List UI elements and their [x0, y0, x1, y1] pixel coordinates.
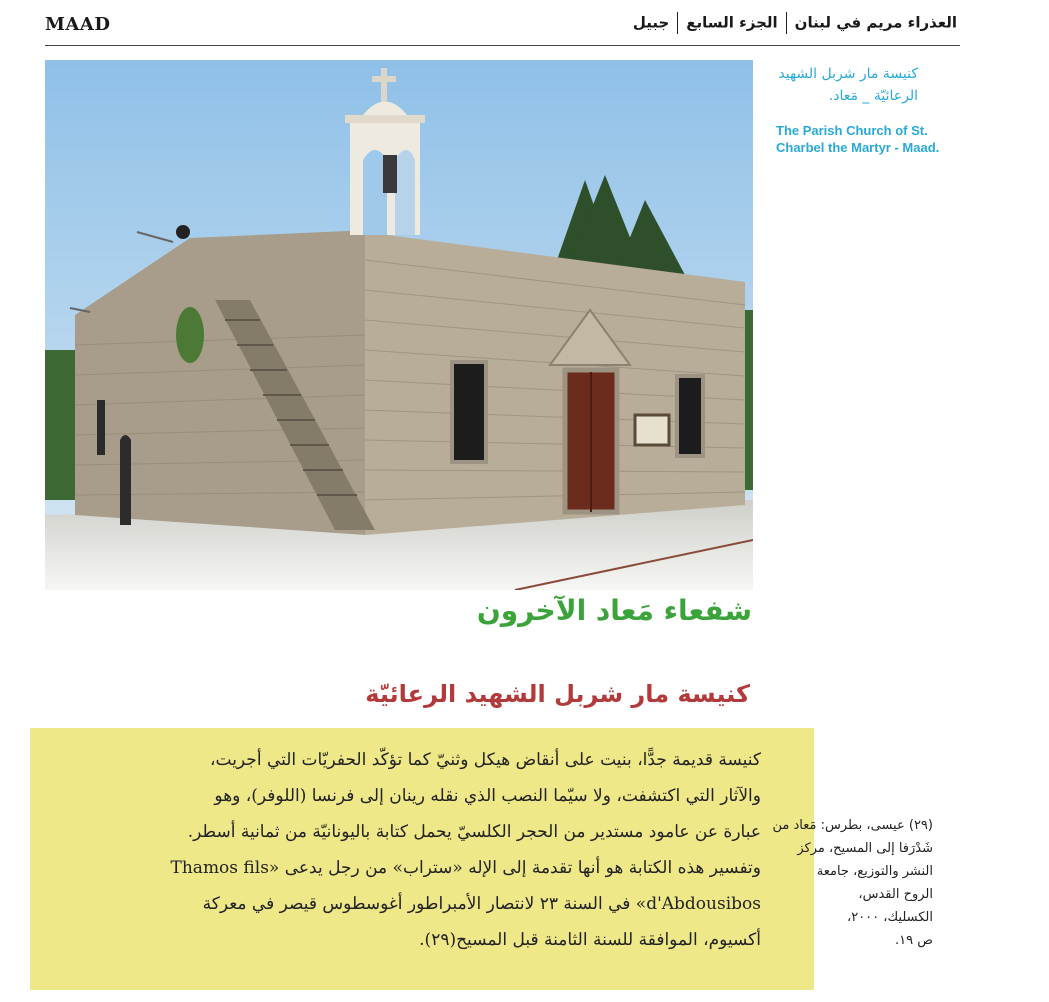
window [452, 362, 486, 462]
paragraph-line: أكسيوم، الموافقة للسنة الثامنة قبل المسيح(٢٩). [419, 930, 761, 950]
running-head-book: العذراء مريم في لبنان [794, 13, 957, 32]
running-head-region: جبيل [632, 13, 670, 32]
window [97, 400, 105, 455]
footnote-line: النشر والتوزيع، جامعة [816, 864, 933, 879]
church-photo [45, 60, 753, 590]
running-head [633, 12, 957, 34]
caption-line: The Parish Church of St. [776, 123, 928, 138]
paragraph-line: d'Abdousibos» في السنة ٢٣ لانتصار الأمبراطور أغوسطوس قيصر في معركة [202, 894, 761, 914]
running-head-volume: الجزء السابع [686, 13, 778, 32]
footnote-line: (٢٩) عيسى، بطرس: مَعاد من [772, 818, 933, 833]
footnote [772, 814, 933, 952]
paragraph-line: كنيسة قديمة جدًّا، بنيت على أنقاض هيكل وثنيّ كما تؤكّد الحفريّات التي أجريت، [210, 750, 761, 770]
photo-caption-arabic [770, 63, 918, 107]
caption-line: Charbel the Martyr - Maad. [776, 140, 940, 155]
bell [383, 155, 397, 193]
divider [786, 12, 787, 34]
footnote-line: الروح القدس، [858, 887, 933, 902]
notice-board [635, 415, 669, 445]
section-title: شفعاء مَعاد الآخرون [476, 594, 752, 627]
caption-line: الرعائيّة _ مَعاد. [828, 88, 918, 104]
footnote-line: الكسليك، ٢٠٠٠، [846, 910, 933, 925]
header-rule [45, 45, 960, 46]
brand-title: MAAD [45, 14, 111, 35]
photo-caption-english [776, 122, 956, 156]
window [677, 376, 703, 456]
paragraph-line: والآثار التي اكتشفت، ولا سيّما النصب الذي نقله رينان إلى فرنسا (اللوفر)، وهو [214, 786, 761, 806]
paragraph-line: وتفسير هذه الكتابة هو أنها تقدمة إلى الإله «ستراب» من رجل يدعى «Thamos fils [170, 858, 761, 878]
paragraph-line: عبارة عن عامود مستدير من الحجر الكلسيّ يحمل كتابة باليونانيّة من ثمانية أسطر. [187, 822, 761, 842]
subsection-title: كنيسة مار شربل الشهيد الرعائيّة [365, 680, 750, 708]
footnote-line: شَدْرَفا إلى المسيح، مركز [797, 841, 933, 856]
body-paragraph [46, 742, 761, 958]
divider [677, 12, 678, 34]
footnote-line: ص ١٩. [895, 933, 933, 948]
side-door [120, 435, 131, 525]
caption-line: كنيسة مار شربل الشهيد [778, 66, 918, 82]
